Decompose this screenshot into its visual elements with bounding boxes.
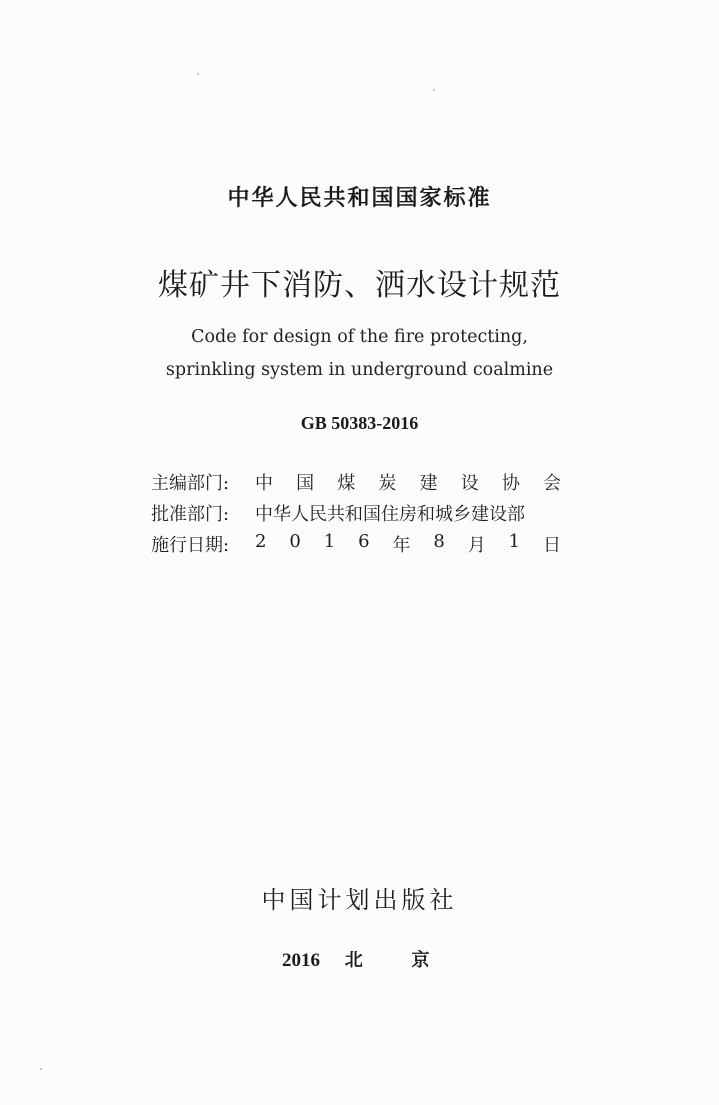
publisher-name: 中国计划出版社 xyxy=(261,886,458,914)
editor-char: 炭 xyxy=(378,472,397,494)
effective-date-char: 8 xyxy=(433,530,445,552)
effective-date-char: 6 xyxy=(358,530,370,552)
effective-date-char: 月 xyxy=(467,534,486,556)
standard-number: GB 50383-2016 xyxy=(300,413,419,433)
effective-date-value xyxy=(255,531,561,557)
effective-date-char: 1 xyxy=(508,530,521,552)
imprint-city-char: 京 xyxy=(411,950,430,971)
scan-speck xyxy=(197,73,199,75)
approver-label: 批准部门: xyxy=(151,503,230,525)
approver-row xyxy=(151,497,561,528)
editor-char: 会 xyxy=(542,472,561,494)
document-title-english-line-1: Code for design of the fire protecting, xyxy=(191,327,528,347)
editor-label: 主编部门: xyxy=(151,472,230,494)
effective-date-char: 0 xyxy=(289,530,301,552)
editor-char: 协 xyxy=(501,472,520,494)
editor-value xyxy=(255,469,561,495)
effective-date-char: 日 xyxy=(542,534,561,556)
effective-date-char: 年 xyxy=(392,534,411,556)
publication-metadata xyxy=(151,466,561,559)
editor-char: 国 xyxy=(296,472,315,494)
editor-char: 设 xyxy=(460,472,479,494)
editor-char: 煤 xyxy=(337,472,356,494)
document-title-chinese: 煤矿井下消防、洒水设计规范 xyxy=(158,268,561,303)
scan-speck xyxy=(433,89,435,91)
standard-type-heading: 中华人民共和国国家标准 xyxy=(227,186,492,211)
effective-date-char: 2 xyxy=(255,530,267,552)
editor-char: 建 xyxy=(419,472,438,494)
scan-speck xyxy=(40,1068,42,1070)
editor-row xyxy=(151,466,561,497)
approver-value: 中华人民共和国住房和城乡建设部 xyxy=(255,503,525,525)
editor-char: 中 xyxy=(255,472,273,494)
effective-date-char: 1 xyxy=(323,530,336,552)
document-title-english-line-2: sprinkling system in underground coalmine xyxy=(165,360,554,380)
imprint-year: 2016 xyxy=(282,950,320,971)
effective-date-row xyxy=(151,528,561,559)
imprint-line xyxy=(282,946,430,972)
effective-date-label: 施行日期: xyxy=(151,534,230,556)
imprint-city-char: 北 xyxy=(344,950,363,971)
